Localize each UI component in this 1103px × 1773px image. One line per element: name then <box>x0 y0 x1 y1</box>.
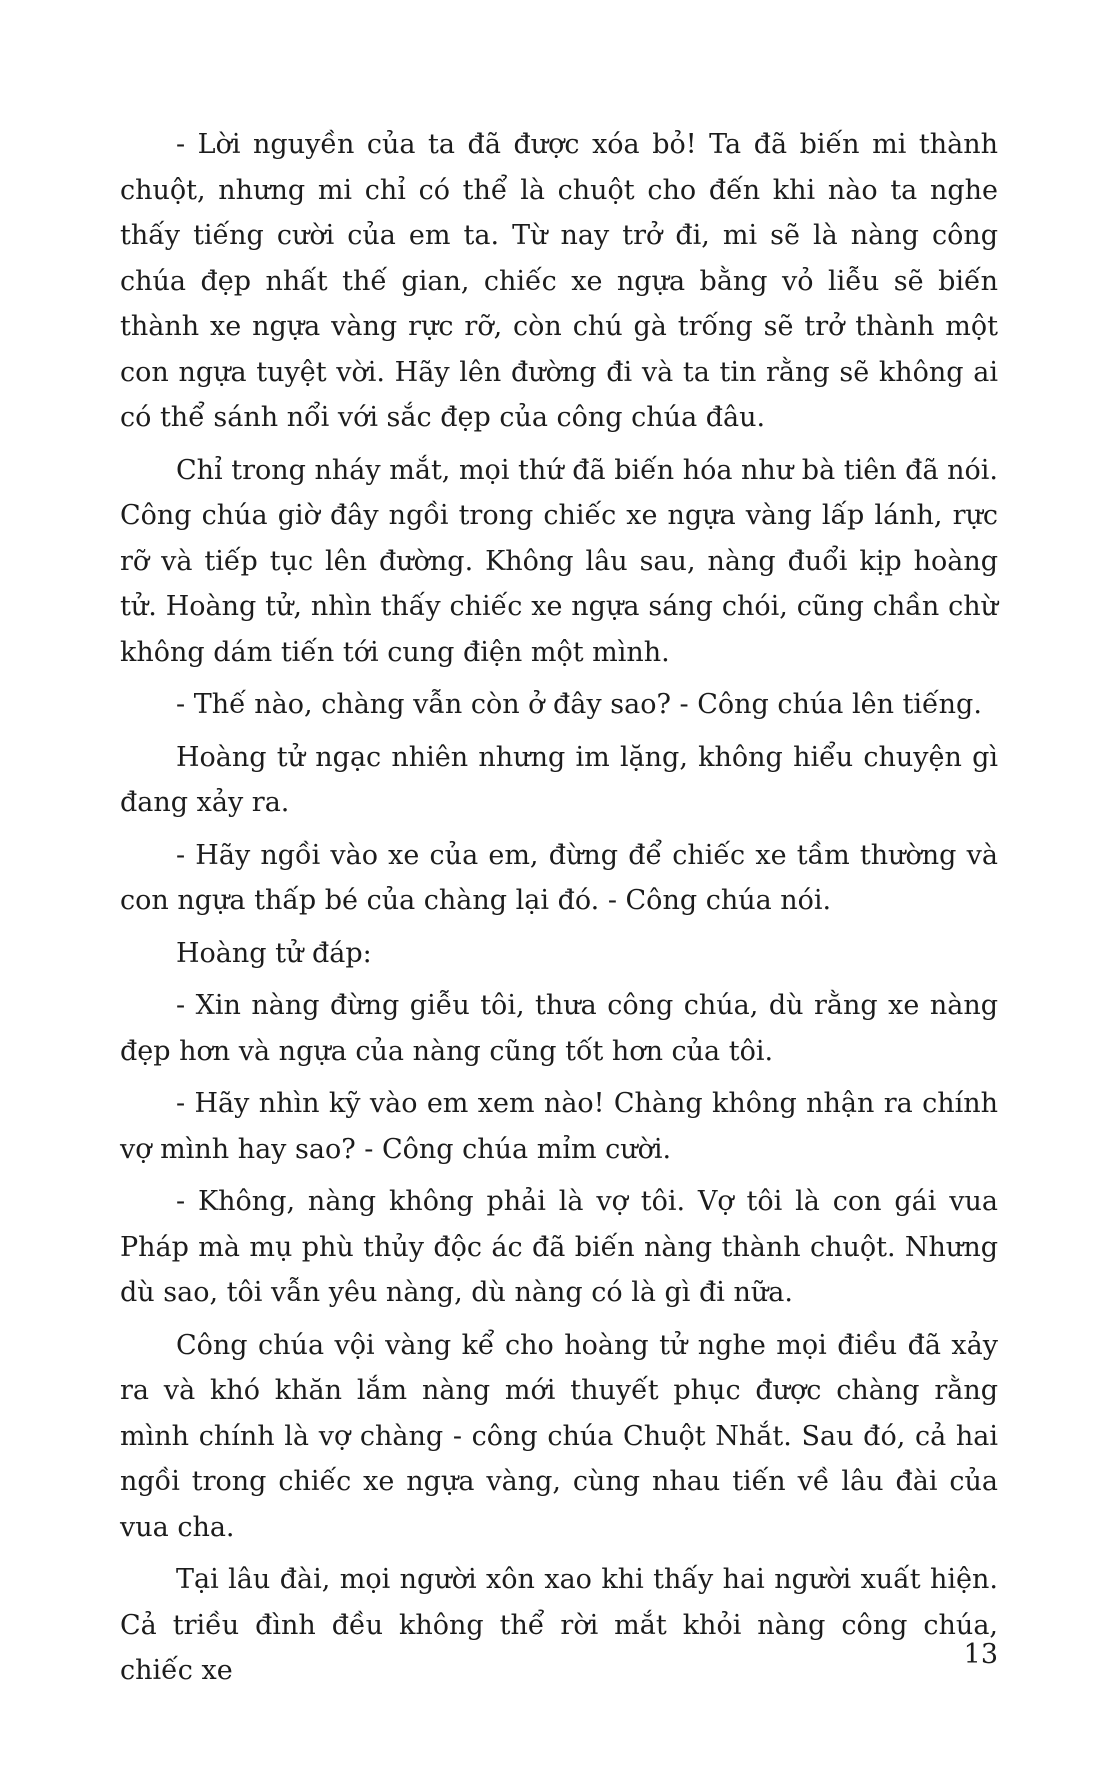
paragraph: Công chúa vội vàng kể cho hoàng tử nghe mọi điều đã xảy ra và khó khăn lắm nàng mới thuyết phục được chàng rằng mình chính là vợ chàng - công chúa Chuột Nhắt. Sau đó, cả hai ngồi trong chiếc xe ngựa vàng, cùng nhau tiến về lâu đài của vua cha. <box>120 1329 998 1543</box>
paragraph: - Không, nàng không phải là vợ tôi. Vợ tôi là con gái vua Pháp mà mụ phù thủy độc ác đã biến nàng thành chuột. Nhưng dù sao, tôi vẫn yêu nàng, dù nàng có là gì đi nữa. <box>120 1186 998 1308</box>
paragraph: - Thế nào, chàng vẫn còn ở đây sao? - Công chúa lên tiếng. <box>176 689 982 720</box>
page-body <box>120 122 998 1701</box>
paragraph: - Lời nguyền của ta đã được xóa bỏ! Ta đã biến mi thành chuột, nhưng mi chỉ có thể là chuột cho đến khi nào ta nghe thấy tiếng cười của em ta. Từ nay trở đi, mi sẽ là nàng công chúa đẹp nhất thế gian, chiếc xe ngựa bằng vỏ liễu sẽ biến thành xe ngựa vàng rực rỡ, còn chú gà trống sẽ trở thành một con ngựa tuyệt vời. Hãy lên đường đi và ta tin rằng sẽ không ai có thể sánh nổi với sắc đẹp của công chúa đâu. <box>120 129 998 433</box>
paragraph: Hoàng tử đáp: <box>176 937 372 969</box>
paragraph: - Hãy nhìn kỹ vào em xem nào! Chàng không nhận ra chính vợ mình hay sao? - Công chúa mỉm cười. <box>120 1088 998 1165</box>
page-number: 13 <box>963 1639 998 1670</box>
paragraph: Hoàng tử ngạc nhiên nhưng im lặng, không hiểu chuyện gì đang xảy ra. <box>120 741 998 818</box>
paragraph: Tại lâu đài, mọi người xôn xao khi thấy hai người xuất hiện. Cả triều đình đều không thể rời mắt khỏi nàng công chúa, chiếc xe <box>120 1564 998 1686</box>
paragraph: Chỉ trong nháy mắt, mọi thứ đã biến hóa như bà tiên đã nói. Công chúa giờ đây ngồi trong chiếc xe ngựa vàng lấp lánh, rực rỡ và tiếp tục lên đường. Không lâu sau, nàng đuổi kịp hoàng tử. Hoàng tử, nhìn thấy chiếc xe ngựa sáng chói, cũng chần chừ không dám tiến tới cung điện một mình. <box>120 454 999 668</box>
paragraph: - Hãy ngồi vào xe của em, đừng để chiếc xe tầm thường và con ngựa thấp bé của chàng lại đó. - Công chúa nói. <box>120 839 998 916</box>
paragraph: - Xin nàng đừng giễu tôi, thưa công chúa, dù rằng xe nàng đẹp hơn và ngựa của nàng cũng tốt hơn của tôi. <box>120 990 998 1067</box>
